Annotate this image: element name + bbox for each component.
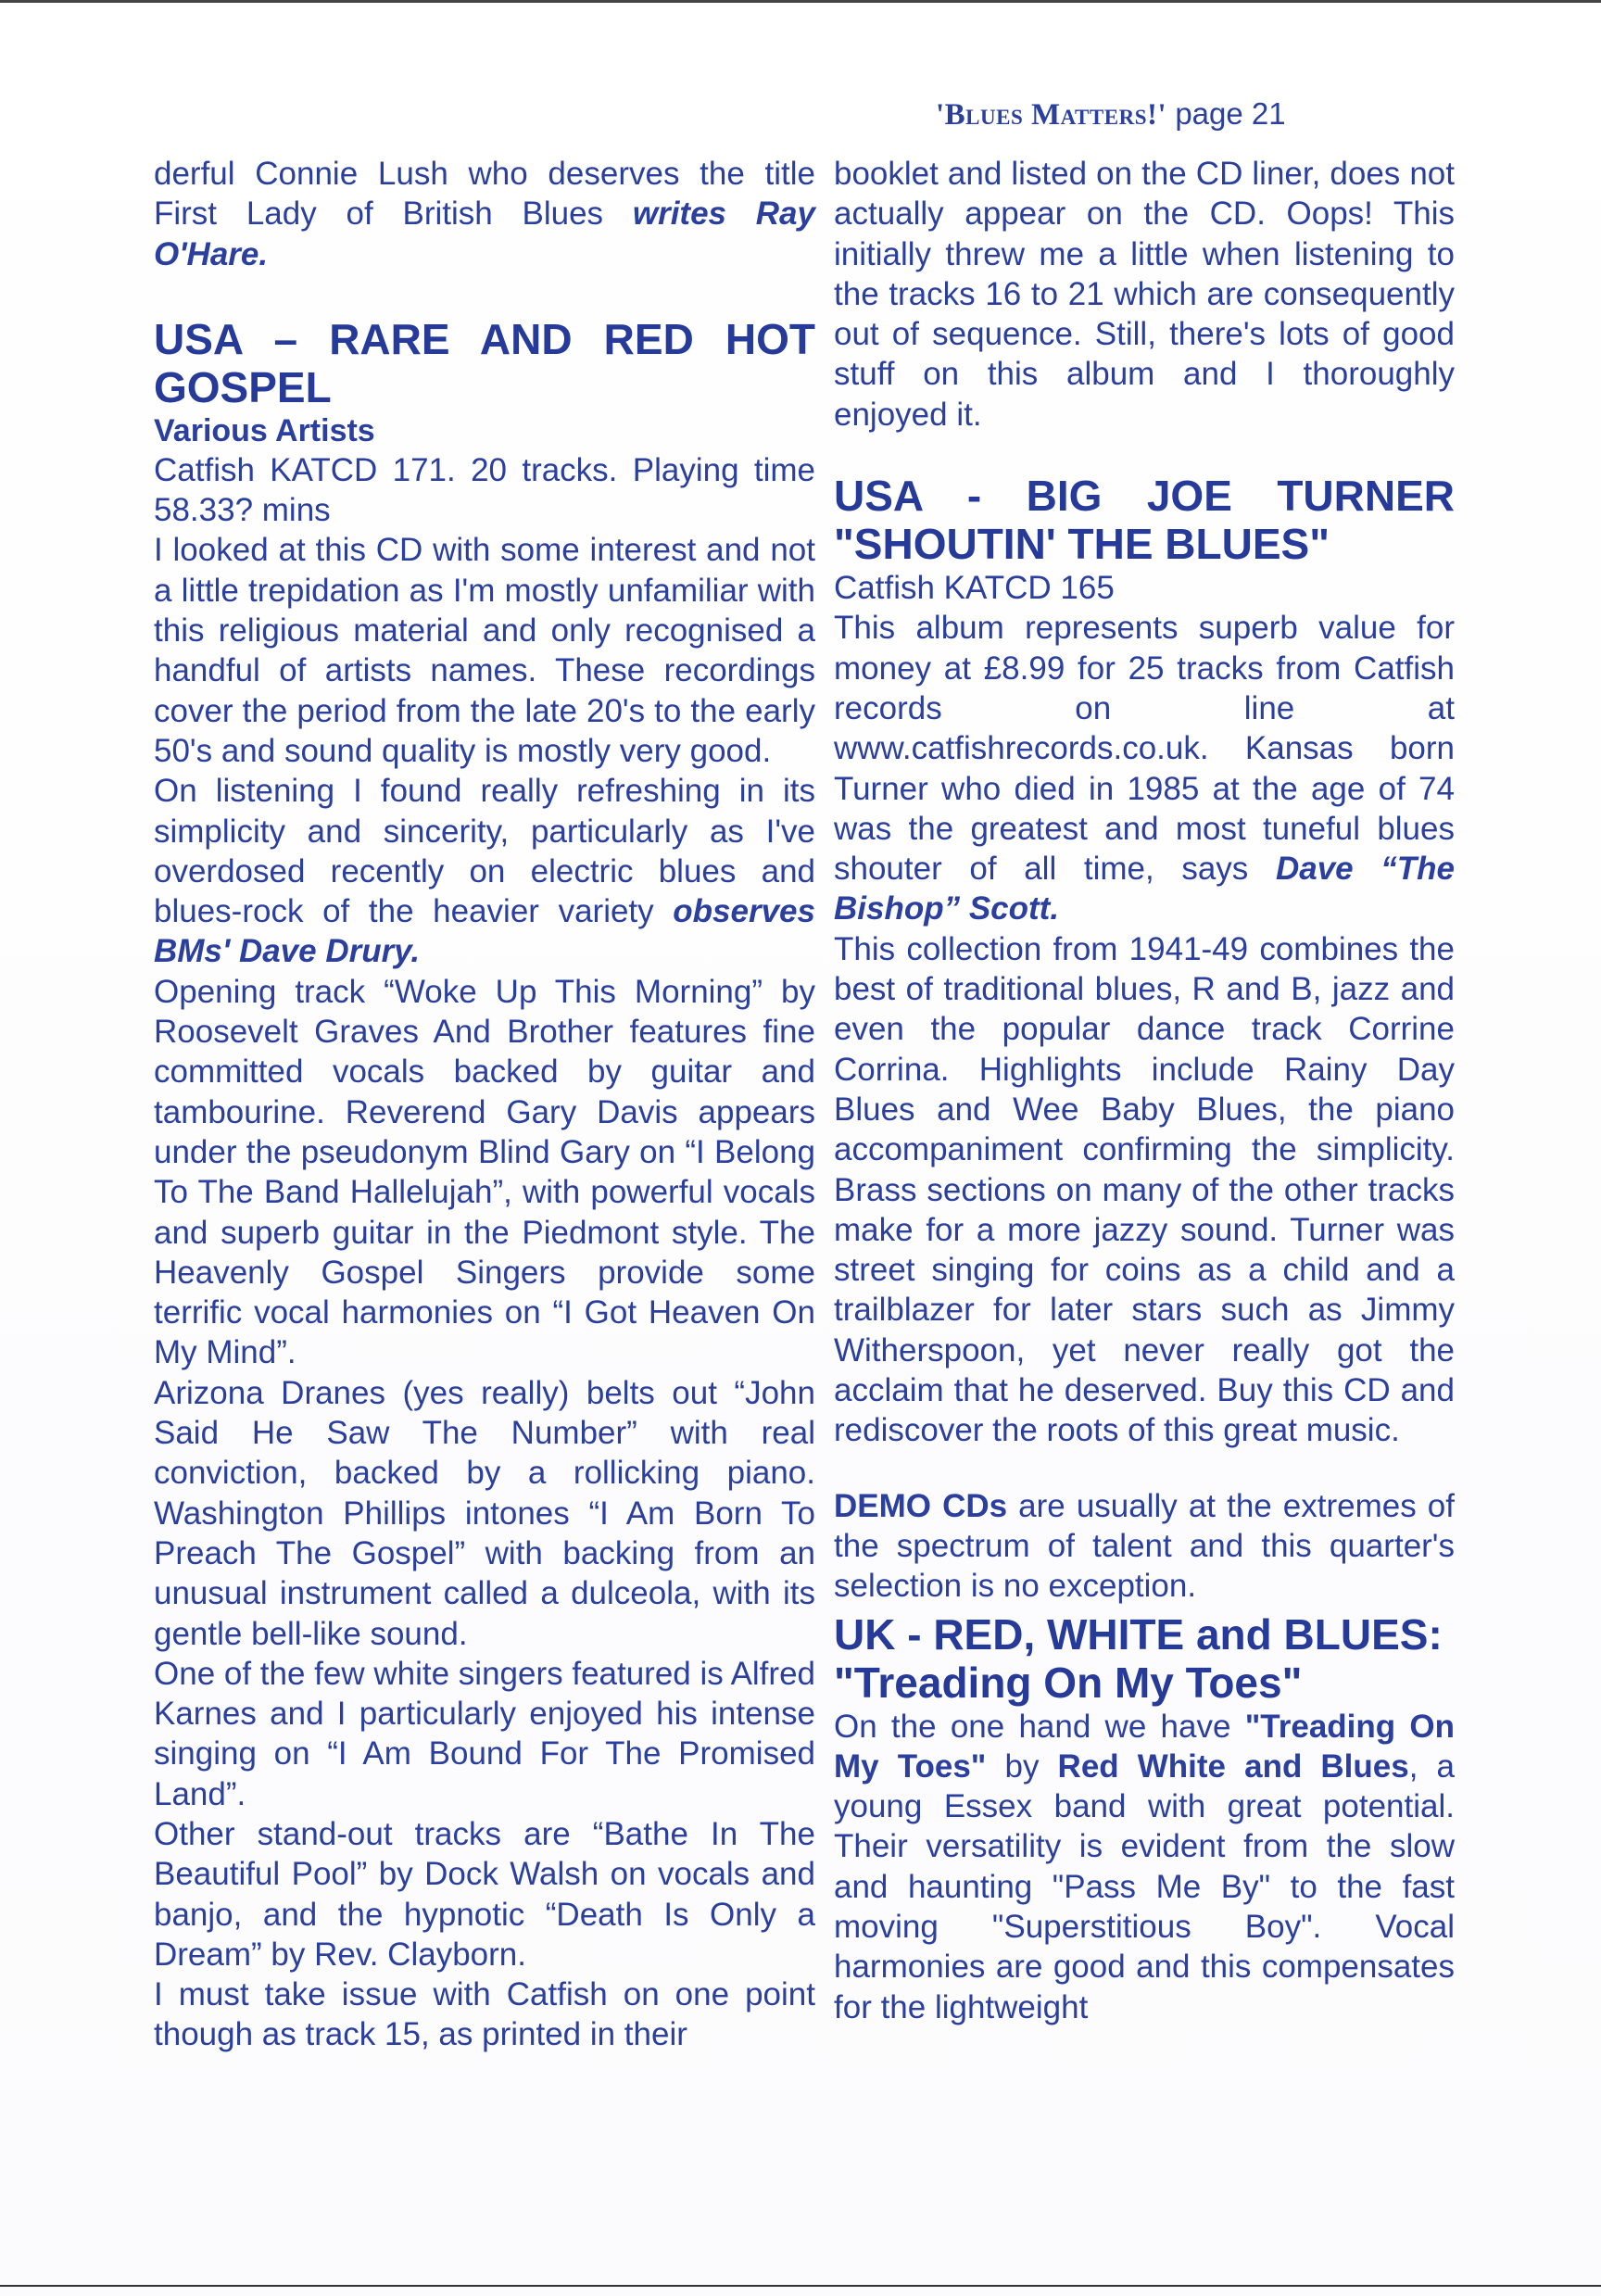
right-column — [834, 154, 1455, 2027]
magazine-name: 'Blues Matters!' — [936, 98, 1167, 132]
bottom-edge-rule — [0, 2285, 1601, 2287]
review-artist: Various Artists — [154, 412, 375, 448]
review-paragraph: Arizona Dranes (yes really) belts out “John Said He Saw The Number” with real conviction, backed by a rollicking piano. Washington Phillips intones “I Am Born To Preach The Gospel” with backing from an unusual instrument called a dulceola, with its gentle bell-like sound. — [154, 1374, 815, 1652]
page-number: page 21 — [1175, 96, 1286, 131]
paragraph-text: This album represents superb value for money at £8.99 for 25 tracks from Catfish records on line at www.catfishrecords.co.uk. Kansas born Turner who died in 1985 at the age of 74 was the greatest and most tuneful blues shouter of all time, says — [834, 610, 1455, 888]
continuation-paragraph: booklet and listed on the CD liner, does not actually appear on the CD. Oops! This initially threw me a little when listening to the tracks 16 to 21 which are consequently out of sequence. Still, there's lots of good stuff on this album and I thoroughly enjoyed it. — [834, 156, 1455, 433]
left-column — [154, 154, 815, 2055]
intro-paragraph — [154, 154, 815, 274]
review-paragraph: I must take issue with Catfish on one point though as track 15, as printed in their — [154, 1976, 815, 2053]
review-details: Catfish KATCD 171. 20 tracks. Playing time 58.33? mins — [154, 451, 815, 529]
paragraph-text: by — [986, 1747, 1058, 1785]
review-paragraph: One of the few white singers featured is Alfred Karnes and I particularly enjoyed his intense singing on “I Am Bound For The Promised Land”. — [154, 1655, 815, 1812]
review-paragraph: Other stand-out tracks are “Bathe In The Beautiful Pool” by Dock Walsh on vocals and banjo, and the hypnotic “Death Is Only a Dream” by Rev. Clayborn. — [154, 1815, 815, 1973]
review-paragraph — [154, 771, 815, 971]
review-headline-red-white-and-blues — [834, 1610, 1455, 1707]
reviewer-byline: observes BMs' Dave Drury. — [154, 893, 815, 970]
review-headline-big-joe-turner — [834, 472, 1455, 568]
headline-line: UK - RED, WHITE and BLUES: — [834, 1609, 1443, 1659]
running-head — [936, 96, 1343, 132]
paragraph-text: On the one hand we have — [834, 1708, 1245, 1745]
intro-byline: writes Ray O'Hare. — [154, 196, 815, 272]
top-edge-rule — [0, 0, 1601, 3]
review-headline-rare-red-hot-gospel: USA – RARE AND RED HOT GOSPEL — [154, 314, 815, 411]
album-title: "Treading On My Toes" — [834, 1708, 1455, 1785]
paragraph-text: , a young Essex band with great potential. Their versatility is evident from the slow and haunting "Pass Me By" to the fast moving "Superstitious Boy". Vocal harmonies are good and this compensates for the lightweight — [834, 1747, 1455, 2025]
review-paragraph: Opening track “Woke Up This Morning” by Roosevelt Graves And Brother features fine committed vocals backed by guitar and tambourine. Reverend Gary Davis appears under the pseudonym Blind Gary on “I Belong To The Band Hallelujah”, with powerful vocals and superb guitar in the Piedmont style. The Heavenly Gospel Singers provide some terrific vocal harmonies on “I Got Heaven On My Mind”. — [154, 973, 815, 1371]
intro-text: derful Connie Lush who deserves the title First Lady of British Blues — [154, 156, 815, 233]
headline-line: USA - BIG JOE TURNER — [834, 472, 1455, 521]
paragraph-text: are usually at the extremes of the spectrum of talent and this quarter's selection is no exception. — [834, 1487, 1455, 1605]
review-paragraph — [834, 608, 1455, 928]
band-name: Red White and Blues — [1057, 1747, 1409, 1785]
review-paragraph: I looked at this CD with some interest and not a little trepidation as I'm mostly unfamiliar with this religious material and only recognised a handful of artists names. These recordings cover the period from the late 20's to the early 50's and sound quality is mostly very good. — [154, 532, 815, 769]
review-paragraph — [834, 1707, 1455, 2027]
review-paragraph: This collection from 1941-49 combines the best of traditional blues, R and B, jazz and even the popular dance track Corrine Corrina. Highlights include Rainy Day Blues and Wee Baby Blues, the piano accompaniment confirming the simplicity. Brass sections on many of the other tracks make for a more jazzy sound. Turner was street singing for coins as a child and a trailblazer for later stars such as Jimmy Witherspoon, yet never really got the acclaim that he deserved. Buy this CD and rediscover the roots of this great music. — [834, 930, 1455, 1449]
headline-line: "Treading On My Toes" — [834, 1658, 1303, 1707]
demo-cds-paragraph — [834, 1486, 1455, 1607]
reviewer-byline: Dave “The Bishop” Scott. — [834, 851, 1455, 927]
demo-cds-lead: DEMO CDs — [834, 1487, 1008, 1524]
headline-line: "SHOUTIN' THE BLUES" — [834, 520, 1330, 569]
paragraph-text: On listening I found really refreshing in its simplicity and sincerity, particularly as I've overdosed recently on electric blues and blues-rock of the heavier variety — [154, 773, 815, 930]
review-details: Catfish KATCD 165 — [834, 570, 1115, 607]
